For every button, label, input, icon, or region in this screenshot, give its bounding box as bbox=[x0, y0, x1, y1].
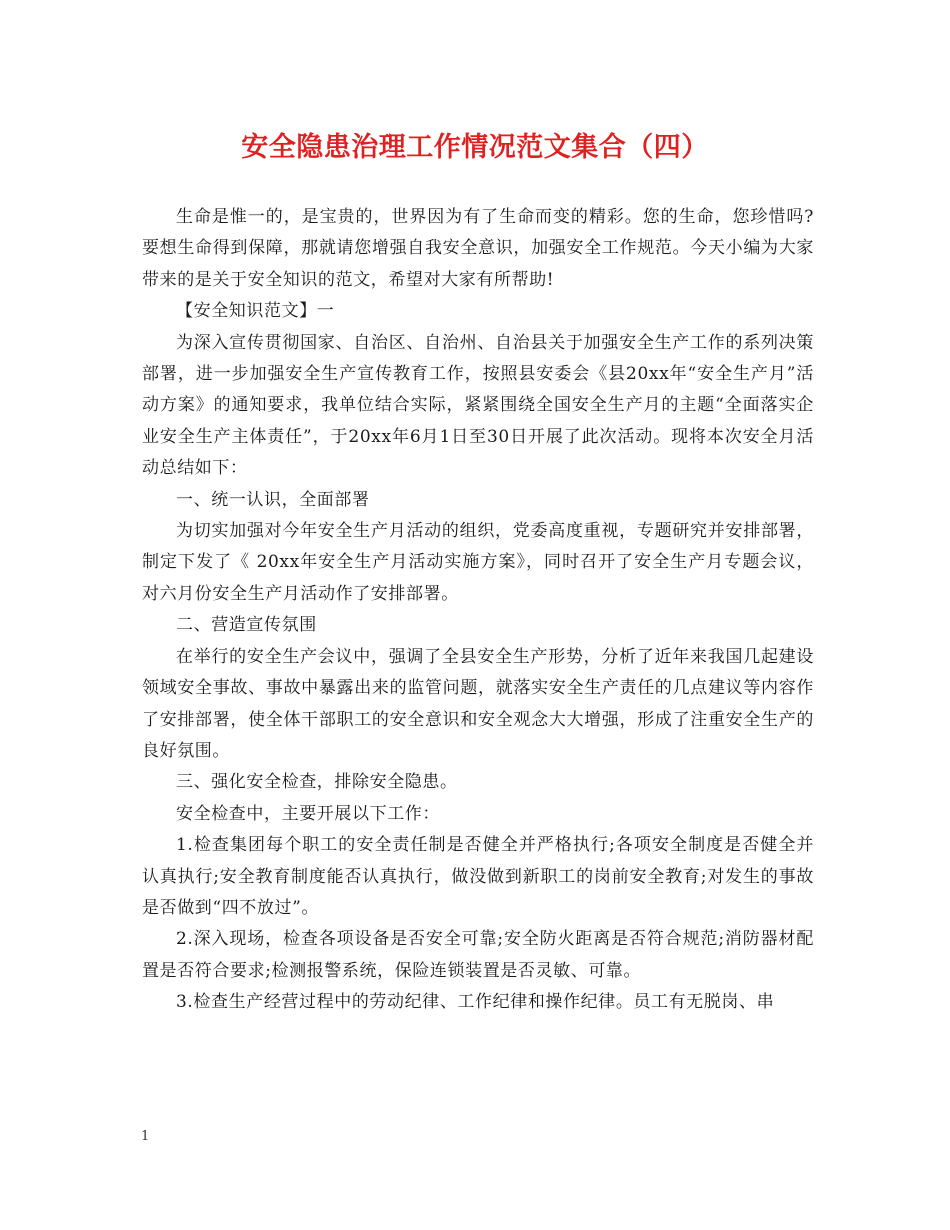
list-item: 1.检查集团每个职工的安全责任制是否健全并严格执行;各项安全制度是否健全并认真执行;安全教育制度能否认真执行，做没做到新职工的岗前安全教育;对发生的事故是否做到“四不放过”。 bbox=[142, 835, 814, 918]
intro-paragraph: 生命是惟一的，是宝贵的，世界因为有了生命而变的精彩。您的生命，您珍惜吗?要想生命得到保障，那就请您增强自我安全意识，加强安全工作规范。今天小编为大家带来的是关于安全知识的范文，希望对大家有所帮助! bbox=[142, 207, 814, 290]
section-label: 【安全知识范文】一 bbox=[176, 301, 335, 322]
body-paragraph: 在举行的安全生产会议中，强调了全县安全生产形势，分析了近年来我国几起建设领域安全事故、事故中暴露出来的监管问题，就落实安全生产责任的几点建议等内容作了安排部署，使全体干部职工的安全意识和安全观念大大增强，形成了注重安全生产的良好氛围。 bbox=[142, 646, 814, 761]
list-item: 3.检查生产经营过程中的劳动纪律、工作纪律和操作纪律。员工有无脱岗、串 bbox=[176, 992, 775, 1013]
section-heading: 一、统一认识，全面部署 bbox=[176, 489, 370, 510]
body-paragraph: 为切实加强对今年安全生产月活动的组织，党委高度重视，专题研究并安排部署，制定下发了《 20xx年安全生产月活动实施方案》，同时召开了安全生产月专题会议，对六月份安全生产月活动作了安排部署。 bbox=[142, 521, 814, 604]
page-number: 1 bbox=[141, 1129, 150, 1144]
document-title: 安全隐患治理工作情况范文集合（四） bbox=[241, 132, 709, 163]
body-paragraph: 安全检查中，主要开展以下工作： bbox=[176, 803, 440, 824]
list-item: 2.深入现场，检查各项设备是否安全可靠;安全防火距离是否符合规范;消防器材配置是否符合要求;检测报警系统，保险连锁装置是否灵敏、可靠。 bbox=[142, 929, 814, 981]
section-heading: 三、强化安全检查，排除安全隐患。 bbox=[176, 772, 458, 793]
section-heading: 二、营造宣传氛围 bbox=[176, 615, 317, 636]
body-paragraph: 为深入宣传贯彻国家、自治区、自治州、自治县关于加强安全生产工作的系列决策部署，进一步加强安全生产宣传教育工作，按照县安委会《县20xx年“安全生产月”活动方案》的通知要求，我单位结合实际，紧紧围绕全国安全生产月的主题“全面落实企业安全生产主体责任”，于20xx年6月1日至30日开展了此次活动。现将本次安全月活动总结如下： bbox=[142, 332, 814, 479]
document-body bbox=[142, 202, 814, 1019]
